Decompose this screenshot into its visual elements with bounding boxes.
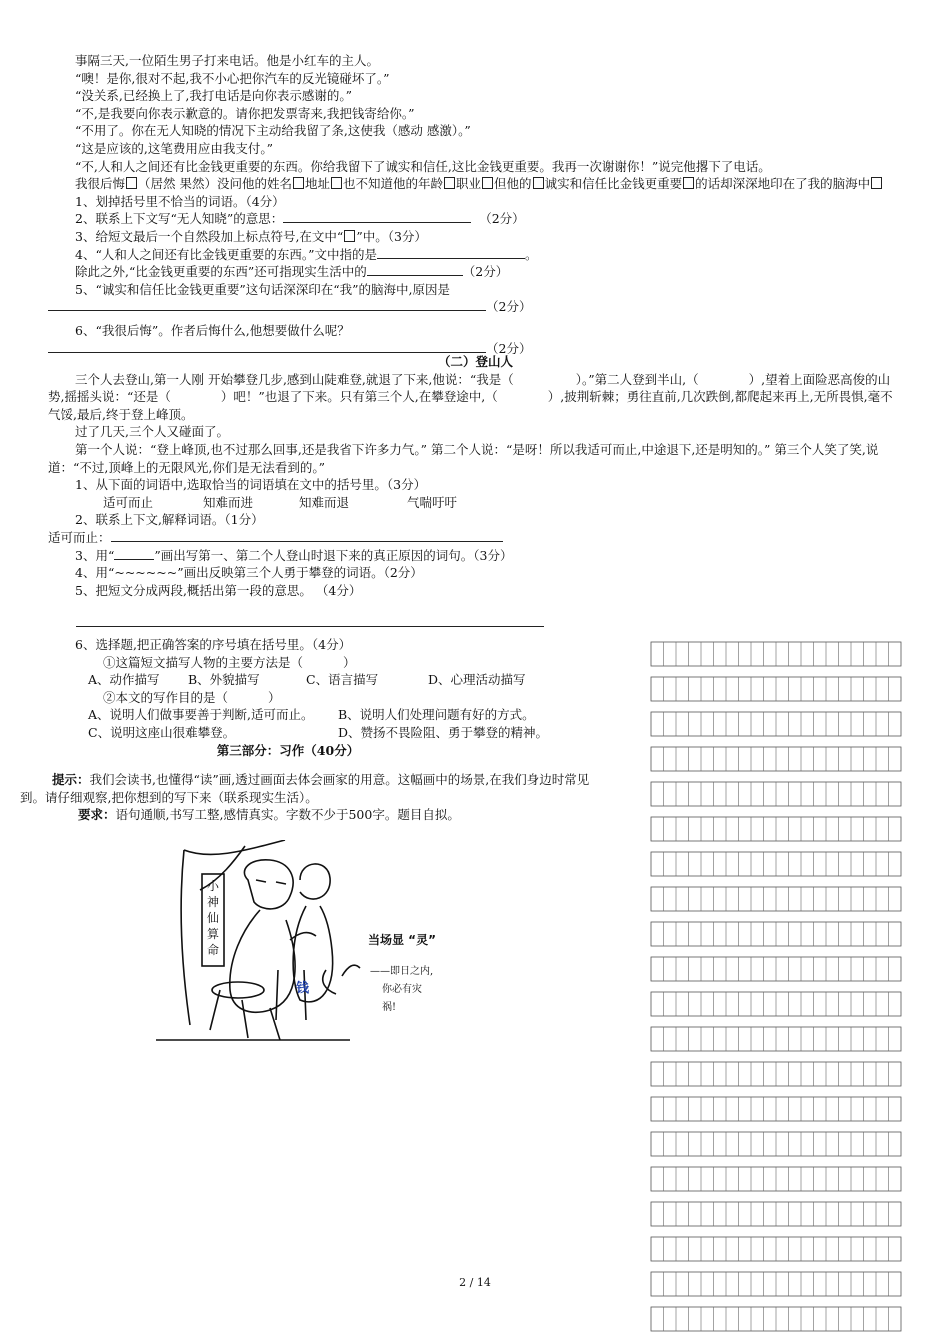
question-1: 1、划掉括号里不恰当的词语。（4分）: [75, 193, 285, 209]
punctuation-box[interactable]: [331, 177, 342, 189]
question-5: 5、“诚实和信任比金钱更重要”这句话深深印在“我”的脑海中,原因是: [75, 281, 450, 297]
question-3: 3、给短文最后一个自然段加上标点符号,在文中“ ”中。（3分）: [75, 228, 427, 244]
word-choice: 知难而进: [203, 494, 254, 510]
option[interactable]: A、动作描写: [88, 672, 160, 688]
s2-question-6-1: ①这篇短文描写人物的主要方法是（ ）: [103, 654, 356, 670]
punctuation-box[interactable]: [871, 177, 882, 189]
story1-paragraph: “这是应该的,这笔费用应由我支付。”: [75, 140, 274, 156]
s2-question-1: 1、从下面的词语中,选取恰当的词语填在文中的括号里。（3分）: [75, 477, 427, 493]
fortune-teller-cartoon: [150, 840, 470, 1045]
wavy-line-icon: ~~~~~~: [114, 565, 178, 581]
question-4-extra: 除此之外,“比金钱更重要的东西”还可指现实生活中的 （2分）: [75, 264, 509, 280]
word-choice: 气喘吁吁: [407, 494, 458, 510]
question-5-line: （2分）: [48, 298, 903, 316]
s2-question-2-line: 适可而止：: [48, 529, 903, 547]
story1-paragraph: “不,是我要向你表示歉意的。请你把发票寄来,我把钱寄给你。”: [75, 105, 415, 121]
option[interactable]: D、心理活动描写: [428, 672, 526, 688]
option[interactable]: B、外貌描写: [188, 672, 260, 688]
answer-line[interactable]: [76, 626, 544, 627]
story2-paragraph-3: 第一个人说：“登上峰顶,也不过那么回事,还是我省下许多力气。” 第二个人说：“是呀！所以我适可而止,中途退下,还是明知的。” 第三个人笑了笑,说道：“不过,顶峰上的无限风光,你们是无法看到的。”: [48, 442, 879, 475]
story2-paragraph-1: 三个人去登山,第一人刚 开始攀登几步,感到山陡难登,就退了下来,他说：“我是（ ）。”第二人登到半山,（ ）,望着上面险恶高俊的山势,摇摇头说：“还是（ ）吧！”也退了下来。只有第三个人,在攀登途中,（ ）,披荆斩棘；勇往直前,几次跌倒,都爬起来再上,无所畏惧,毫不气馁,最后,终于登上峰顶。: [48, 371, 893, 422]
story1-paragraph: “没关系,已经换上了,我打电话是向你表示感谢的。”: [75, 88, 352, 104]
writing-grid[interactable]: [650, 640, 902, 1344]
s2-question-6: 6、选择题,把正确答案的序号填在括号里。（4分）: [75, 637, 352, 652]
question-4: 4、“人和人之间还有比金钱更重要的东西。”文中指的是 。: [75, 246, 538, 262]
punctuation-box[interactable]: [533, 177, 544, 189]
writing-grid-cells[interactable]: [650, 640, 902, 1344]
left-column: [20, 636, 638, 824]
option[interactable]: C、说明这座山很难攀登。: [88, 724, 236, 740]
s2-question-2: 2、联系上下文,解释词语。（1分）: [75, 512, 264, 528]
option[interactable]: D、赞扬不畏险阻、勇于攀登的精神。: [338, 724, 549, 740]
sign-char: 小: [207, 879, 220, 893]
sign-char: 命: [207, 943, 220, 957]
s2-q6-2-options: [48, 706, 638, 724]
answer-blank[interactable]: [111, 529, 503, 542]
straight-line-icon: [114, 547, 154, 560]
s2-question-6-2: ②本文的写作目的是（ ）: [103, 689, 281, 705]
punctuation-box[interactable]: [293, 177, 304, 189]
question-6: 6、“我很后悔”。作者后悔什么,他想要做什么呢？: [75, 322, 350, 338]
story1-paragraph: “不,人和人之间还有比金钱更重要的东西。你给我留下了诚实和信任,这比金钱更重要。我再一次谢谢你！”说完他撂下了电话。: [75, 158, 771, 174]
part3-title: 第三部分：习作（40分）: [216, 742, 360, 758]
sign-char: 算: [207, 927, 220, 941]
question-6-line: （2分）: [48, 340, 903, 358]
story1-last-paragraph: 我很后悔 （居然 果然）没问他的姓名 地址 也不知道他的年龄 职业 但他的 诚实和信任比金钱更重要 的话却深深地印在了我的脑海中: [48, 175, 903, 193]
s2-question-4: 4、用“~~~~~~”画出反映第三个人勇于攀登的词语。（2分）: [75, 565, 423, 581]
part3-requirement: 要求：语句通顺,书写工整,感情真实。字数不少于500字。题目自拟。: [78, 807, 460, 823]
page-number: 2 / 14: [459, 1276, 491, 1289]
punctuation-box[interactable]: [126, 177, 137, 189]
punctuation-box[interactable]: [444, 177, 455, 189]
question-2: 2、联系上下文写“无人知晓”的意思： （2分）: [75, 211, 525, 227]
answer-blank[interactable]: [48, 340, 486, 353]
option[interactable]: B、说明人们处理问题有好的方式。: [338, 707, 535, 723]
s2-q6-1-options: [48, 671, 638, 689]
option[interactable]: A、说明人们做事要善于判断,适可而止。: [88, 707, 314, 723]
cartoon-caption-line: ——即日之内,: [370, 966, 434, 977]
punctuation-box[interactable]: [683, 177, 694, 189]
cartoon-drawing: [150, 840, 470, 1045]
story1-paragraph: “不用了。你在无人知晓的情况下主动给我留了条,这使我（感动 感激）。”: [75, 123, 471, 139]
story2-paragraph-2: 过了几天,三个人又碰面了。: [75, 424, 229, 440]
word-choice: 适可而止: [103, 494, 154, 510]
word-choice: 知难而退: [299, 494, 350, 510]
story1-paragraph: 事隔三天,一位陌生男子打来电话。他是小红车的主人。: [75, 53, 379, 68]
cartoon-caption-line: 你必有灾: [382, 984, 422, 995]
answer-blank[interactable]: [377, 246, 525, 259]
story1-paragraph: “噢！是你,很对不起,我不小心把你汽车的反光镜碰坏了。”: [75, 70, 390, 86]
option[interactable]: C、语言描写: [306, 672, 379, 688]
s2-question-5: 5、把短文分成两段,概括出第一段的意思。 （4分）: [75, 582, 362, 598]
answer-blank[interactable]: [367, 263, 463, 276]
cartoon-caption-title: 当场显 “灵”: [368, 933, 436, 947]
part3-hint: 提示：我们会读书,也懂得“读”画,透过画面去体会画家的用意。这幅画中的场景,在我们身边时常见到。请仔细观察,把你想到的写下来（联系现实生活）。: [20, 772, 590, 805]
sign-char: 仙: [207, 911, 220, 925]
story2-title: （二）登山人: [437, 354, 513, 370]
s2-question-3: 3、用“ ”画出写第一、第二个人登山时退下来的真正原因的词句。（3分）: [75, 547, 513, 563]
answer-blank[interactable]: [48, 298, 486, 311]
s2-q6-2-options: [48, 724, 638, 742]
answer-blank[interactable]: [283, 210, 471, 223]
sign-char: 神: [207, 895, 220, 909]
punctuation-box[interactable]: [482, 177, 493, 189]
reading-section: [48, 52, 903, 599]
word-choices: [48, 494, 903, 512]
box-icon: [344, 230, 355, 242]
money-label: 钱: [296, 981, 310, 996]
cartoon-caption-line: 祸!: [382, 1002, 397, 1013]
